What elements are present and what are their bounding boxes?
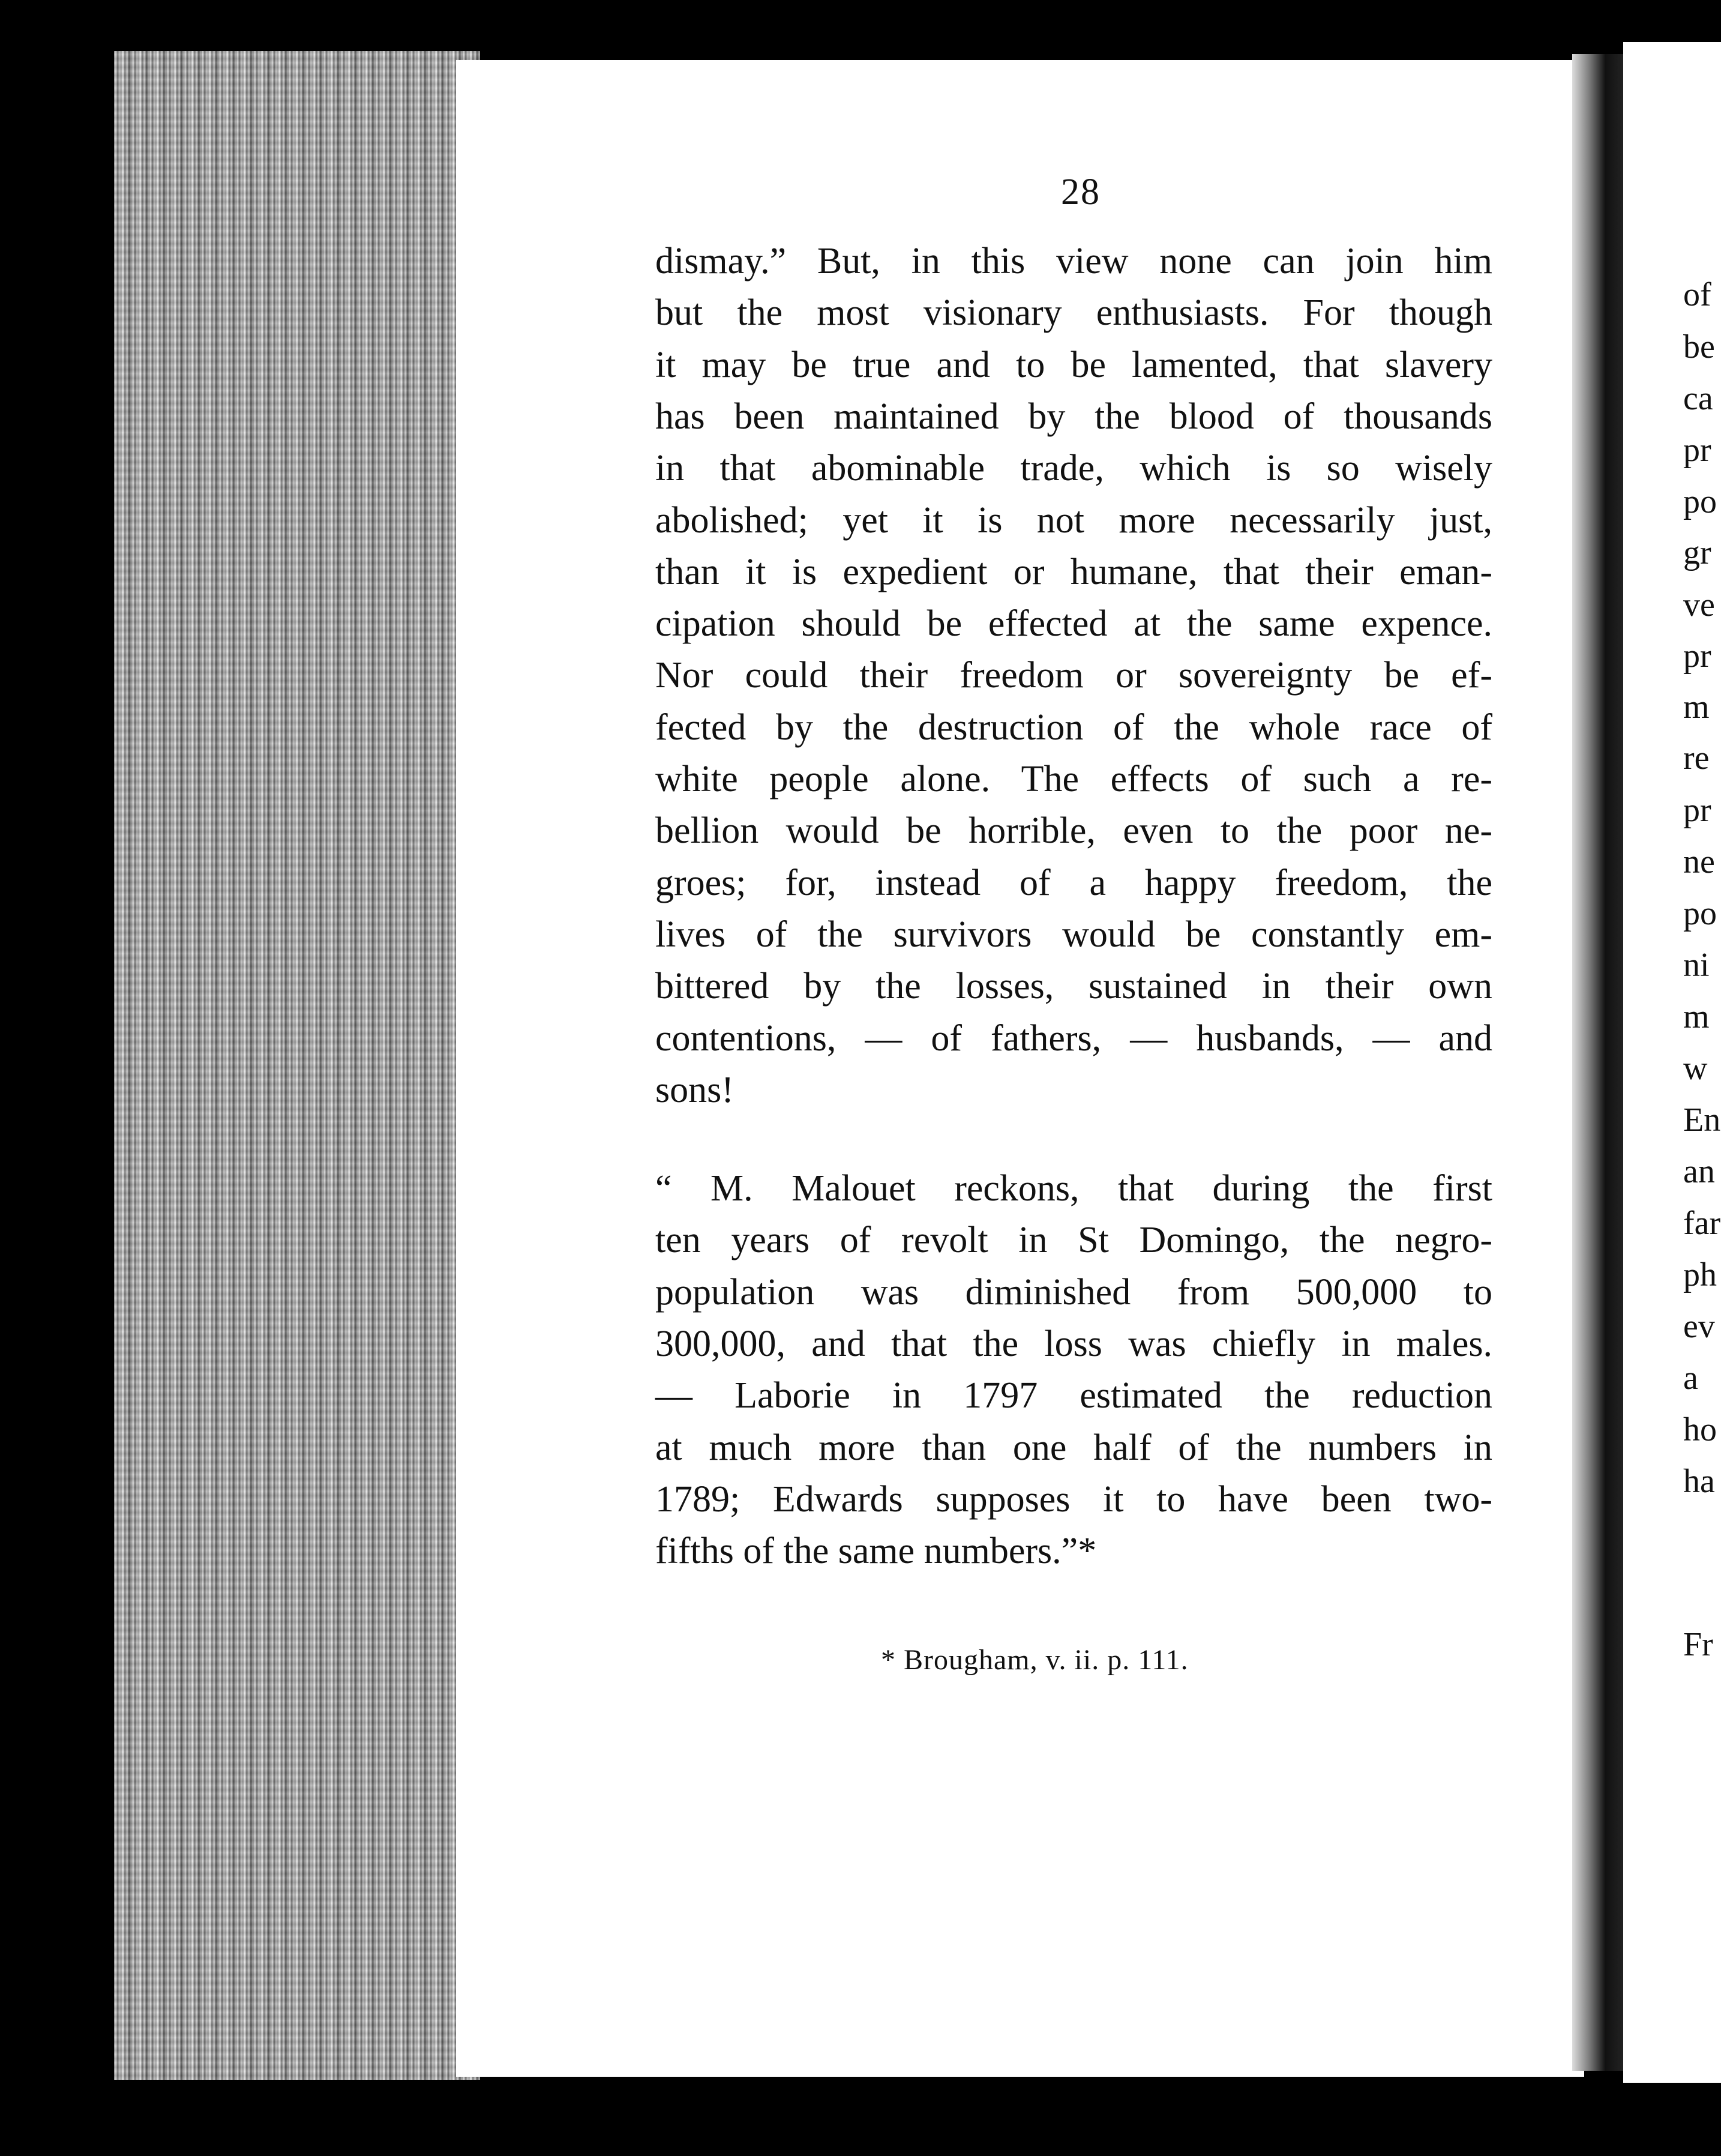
facing-page-fragment: ha [1683, 1463, 1715, 1500]
text-line: lives of the survivors would be constantly em- [655, 914, 1492, 955]
text-line: sons! [655, 1069, 734, 1110]
text-line: white people alone. The effects of such a re- [655, 759, 1492, 799]
text-line: “ M. Malouet reckons, that during the first [655, 1168, 1492, 1209]
text-line: but the most visionary enthusiasts. For though [655, 292, 1492, 334]
facing-page-fragment: ev [1683, 1308, 1715, 1345]
text-line: bittered by the losses, sustained in their own [655, 966, 1492, 1007]
text-line: — Laborie in 1797 estimated the reduction [655, 1375, 1492, 1417]
text-line: Nor could their freedom or sovereignty be ef- [655, 655, 1492, 696]
text-line: groes; for, instead of a happy freedom, the [655, 862, 1492, 903]
facing-page-fragment: pr [1683, 792, 1711, 829]
facing-page-fragment: a [1683, 1360, 1698, 1397]
page-number: 28 [1061, 172, 1101, 212]
facing-page-fragment: gr [1683, 534, 1711, 571]
facing-page-fragment: ne [1683, 843, 1715, 881]
facing-page-fragment: far [1683, 1205, 1721, 1242]
facing-page-fragment: m [1683, 688, 1710, 726]
facing-page-fragment: m [1683, 998, 1710, 1035]
text-line: fected by the destruction of the whole race of [655, 706, 1492, 748]
text-line: than it is expedient or humane, that their eman- [655, 551, 1492, 592]
text-line: cipation should be effected at the same expence. [655, 603, 1492, 645]
facing-page-fragment: ni [1683, 947, 1710, 984]
facing-page-fragment: pr [1683, 637, 1711, 675]
text-line: bellion would be horrible, even to the poor ne- [655, 810, 1492, 852]
text-line: it may be true and to be lamented, that slavery [655, 344, 1492, 385]
facing-page-fragment: w [1683, 1050, 1708, 1087]
text-line: dismay.” But, in this view none can join him [655, 241, 1492, 282]
facing-page-fragment: of [1683, 276, 1711, 313]
text-line: contentions, — of fathers, — husbands, — and [655, 1017, 1492, 1059]
text-line: 1789; Edwards supposes it to have been two- [655, 1478, 1492, 1520]
facing-page-fragment: an [1683, 1153, 1715, 1190]
text-line: 300,000, and that the loss was chiefly in males. [655, 1323, 1492, 1364]
text-line: abolished; yet it is not more necessarily just, [655, 499, 1492, 541]
facing-page-fragment: Fr [1683, 1626, 1713, 1663]
gutter-shadow [1572, 54, 1623, 2071]
page-edges [114, 51, 480, 2080]
facing-page-fragment: pr [1683, 432, 1711, 469]
footnote: * Brougham, v. ii. p. 111. [881, 1644, 1189, 1676]
text-line: at much more than one half of the numbers in [655, 1427, 1492, 1468]
facing-page-fragment: po [1683, 483, 1717, 520]
text-line: ten years of revolt in St Domingo, the negro- [655, 1220, 1492, 1261]
facing-page-fragment: ho [1683, 1411, 1717, 1448]
facing-page-fragment: En [1683, 1101, 1721, 1139]
text-line: in that abominable trade, which is so wisely [655, 448, 1492, 489]
text-line: fifths of the same numbers.”* [655, 1531, 1097, 1572]
facing-page-fragment: be [1683, 328, 1715, 366]
facing-page-fragment: re [1683, 739, 1710, 777]
facing-page-fragment: ph [1683, 1256, 1717, 1293]
text-line: has been maintained by the blood of thousands [655, 396, 1492, 437]
facing-page-fragment: ca [1683, 380, 1713, 417]
facing-page-fragment: ve [1683, 586, 1715, 624]
text-line: population was diminished from 500,000 to [655, 1271, 1492, 1313]
facing-page-fragment: po [1683, 895, 1717, 932]
